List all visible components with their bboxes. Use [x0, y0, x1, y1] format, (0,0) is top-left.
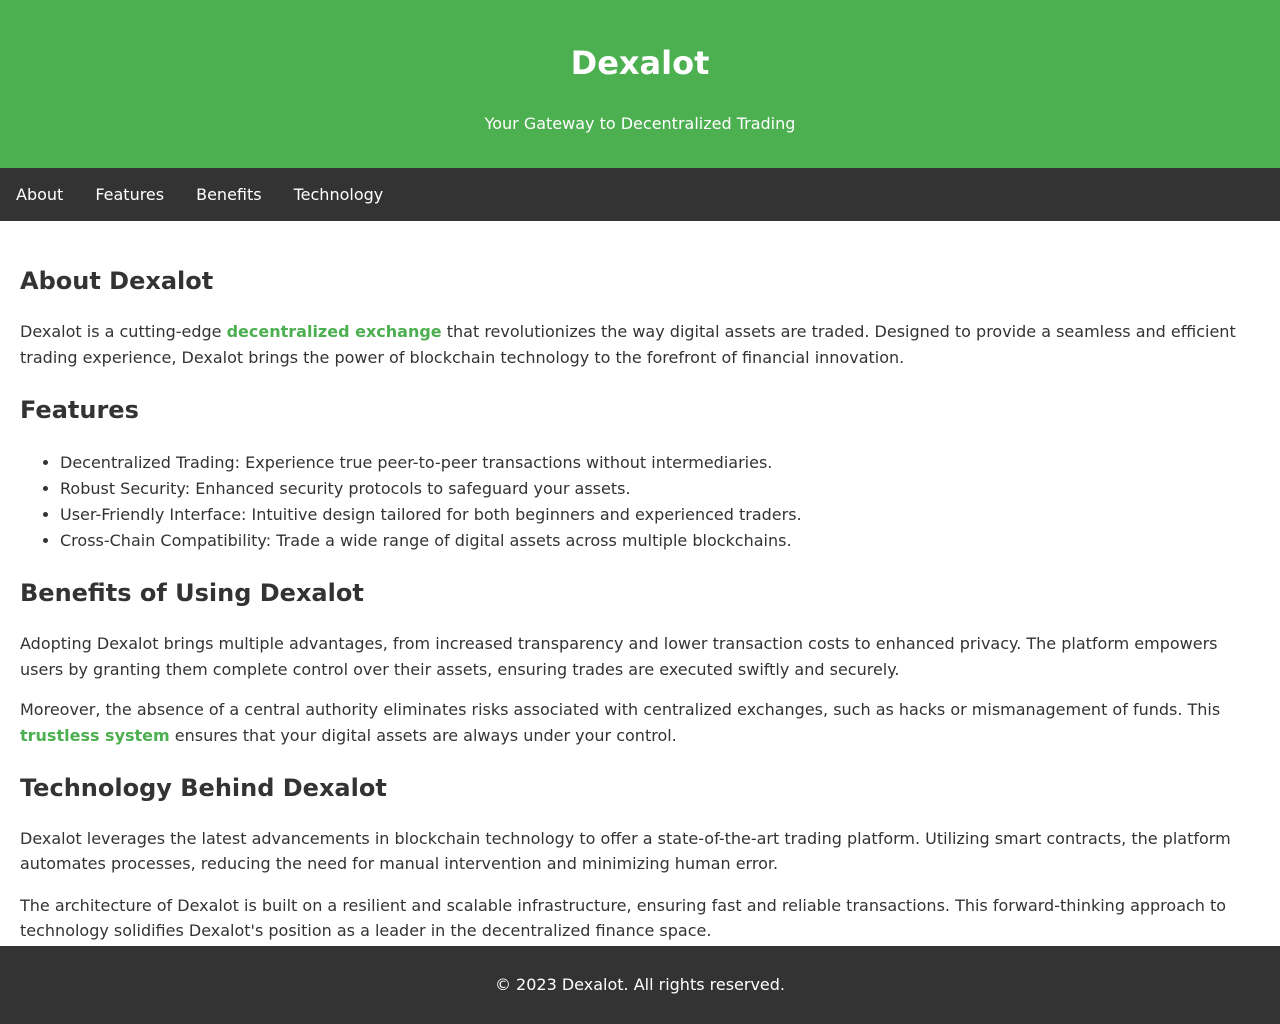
main-content — [0, 221, 1280, 944]
feature-item: • Cross-Chain Compatibility: Trade a wide range of digital assets across multiple blockchains. — [60, 528, 1260, 554]
site-header — [0, 0, 1280, 168]
benefits-paragraph-1: Adopting Dexalot brings multiple advantages, from increased transparency and lower transaction costs to enhanced privacy. The platform empowers users by granting them complete control over their assets, ensuring trades are executed swiftly and securely. — [20, 634, 1218, 679]
benefits-text-start: Moreover, the absence of a central authority eliminates risks associated with centralized exchanges, such as hacks or mismanagement of funds. This — [20, 700, 1221, 720]
site-title: Dexalot — [570, 44, 710, 82]
nav-link-features[interactable]: Features — [95, 184, 165, 204]
benefits-section — [20, 554, 1260, 748]
benefits-text-end: ensures that your digital assets are always under your control. — [169, 725, 677, 745]
nav-link-benefits[interactable]: Benefits — [196, 184, 262, 204]
benefits-paragraph-2 — [20, 697, 1260, 748]
trustless-system-link[interactable]: trustless system — [20, 725, 170, 745]
about-paragraph — [20, 319, 1260, 370]
features-section — [20, 370, 1260, 554]
decentralized-exchange-link[interactable]: decentralized exchange — [226, 322, 442, 341]
feature-item: • Robust Security: Enhanced security protocols to safeguard your assets. — [60, 476, 1260, 502]
footer-copyright: © 2023 Dexalot. All rights reserved. — [494, 975, 786, 994]
feature-item: • User-Friendly Interface: Intuitive design tailored for both beginners and experienced traders. — [60, 502, 1260, 528]
nav-link-technology[interactable]: Technology — [293, 184, 384, 204]
features-heading: Features — [20, 396, 139, 425]
about-heading: About Dexalot — [20, 267, 214, 295]
site-footer — [0, 946, 1280, 1024]
about-text-end: that revolutionizes the way digital assets are traded. Designed to provide a seamless and efficient trading experience, Dexalot brings the power of blockchain technology to the forefront of financial innovation. — [20, 322, 1236, 367]
benefits-heading: Benefits of Using Dexalot — [20, 579, 364, 608]
features-list — [20, 450, 1260, 554]
site-tagline: Your Gateway to Decentralized Trading — [484, 114, 796, 133]
nav-link-about[interactable]: About — [16, 184, 64, 204]
about-text-start: Dexalot is a cutting-edge — [20, 322, 227, 341]
technology-paragraph-1: Dexalot leverages the latest advancements in blockchain technology to offer a state-of-the-art trading platform. Utilizing smart contracts, the platform automates processes, reducing the need for manual intervention and minimizing human error. — [20, 828, 1231, 874]
feature-item: • Decentralized Trading: Experience true peer-to-peer transactions without intermediaries. — [60, 450, 1260, 476]
technology-heading: Technology Behind Dexalot — [20, 773, 387, 802]
technology-section — [20, 749, 1260, 944]
technology-paragraph-2: The architecture of Dexalot is built on a resilient and scalable infrastructure, ensuring fast and reliable transactions. This forward-thinking approach to technology solidifies Dexalot's position as a leader in the decentralized finance space. — [20, 895, 1227, 941]
main-nav — [0, 168, 1280, 221]
about-section — [20, 221, 1260, 370]
